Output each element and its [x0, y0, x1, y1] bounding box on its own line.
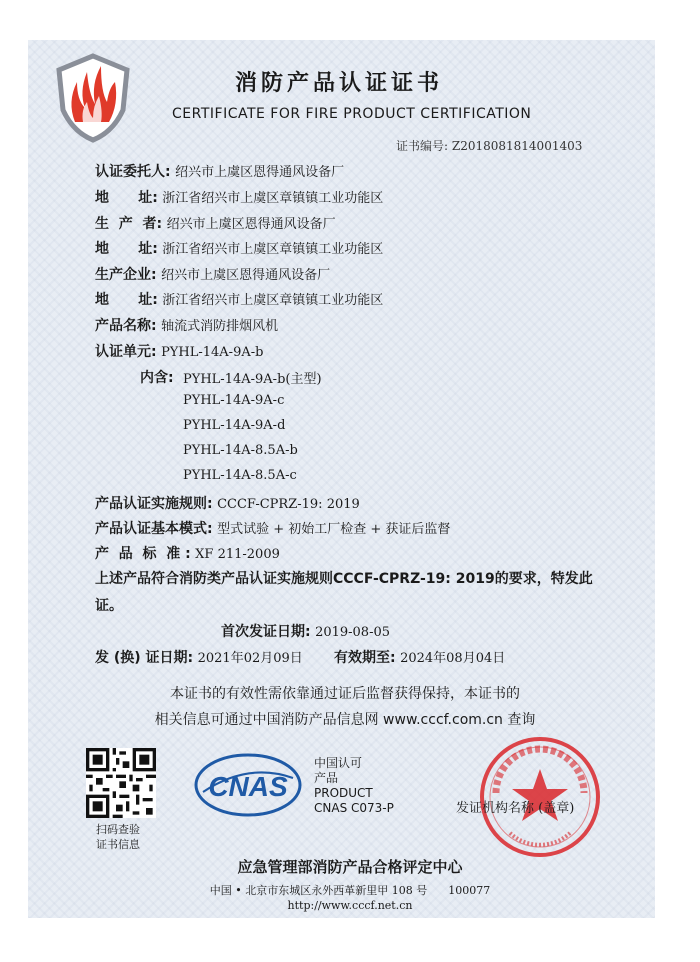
applicant-address-row [95, 187, 383, 207]
factory-address-label: 地 址: [95, 292, 158, 308]
issue-date [95, 647, 303, 667]
manufacturer-row [95, 213, 336, 233]
conformity-statement: 上述产品符合消防类产品认证实施规则CCCF-CPRZ-19: 2019的要求，特发此证。 [95, 571, 593, 614]
applicant-address-value: 浙江省绍兴市上虞区章镇镇工业功能区 [162, 191, 384, 206]
valid-value: 2024年08月04日 [400, 651, 506, 666]
contains-row [140, 367, 174, 387]
applicant-value: 绍兴市上虞区恩得通风设备厂 [175, 165, 345, 180]
factory-address-value: 浙江省绍兴市上虞区章镇镇工业功能区 [162, 293, 384, 308]
factory-row [95, 264, 330, 284]
contains-label: 内含: [140, 370, 174, 386]
contains-item: PYHL-14A-9A-b(主型) [183, 372, 322, 387]
manufacturer-address-value: 浙江省绍兴市上虞区章镇镇工业功能区 [162, 242, 384, 257]
mode-value: 型式试验 + 初始工厂检查 + 获证后监督 [217, 522, 451, 537]
cert-no-value: Z2018081814001403 [451, 139, 583, 153]
manufacturer-label: 生 产 者: [95, 216, 163, 232]
notice-line-1: 本证书的有效性需依靠通过证后监督获得保持，本证书的 [170, 686, 520, 702]
unit-label: 认证单元: [95, 344, 157, 360]
applicant-address-label: 地 址: [95, 190, 158, 206]
rule-value: CCCF-CPRZ-19: 2019 [217, 497, 360, 512]
factory-address-row [95, 289, 383, 309]
applicant-row [95, 161, 344, 181]
organization-address: 中国 • 北京市东城区永外西革新里甲 108 号 100077 [209, 884, 491, 897]
first-issue-label: 首次发证日期: [221, 624, 311, 640]
valid-until [334, 647, 505, 667]
first-issue-value: 2019-08-05 [315, 625, 391, 640]
qr-caption [96, 822, 140, 852]
qr-caption-line-2: 证书信息 [96, 838, 140, 851]
standard-row [95, 543, 280, 563]
certificate-title-cn: 消防产品认证证书 [235, 71, 444, 96]
standard-value: XF 211-2009 [195, 547, 280, 562]
qr-caption-line-1: 扫码查验 [96, 823, 140, 836]
certificate-title-en: CERTIFICATE FOR FIRE PRODUCT CERTIFICATION [172, 106, 532, 122]
cnas-logo [193, 752, 303, 818]
product-value: 轴流式消防排烟风机 [161, 319, 279, 334]
rule-label: 产品认证实施规则: [95, 496, 213, 512]
cnas-accreditation-text [314, 756, 394, 816]
factory-label: 生产企业: [95, 267, 157, 283]
contains-item: PYHL-14A-8.5A-c [183, 468, 297, 483]
cnas-line-2: 产品 [314, 771, 339, 785]
manufacturer-address-label: 地 址: [95, 241, 158, 257]
certificate-number [396, 137, 582, 154]
issuing-organization: 应急管理部消防产品合格评定中心 [237, 858, 463, 876]
factory-value: 绍兴市上虞区恩得通风设备厂 [161, 268, 331, 283]
manufacturer-address-row [95, 238, 383, 258]
issuer-label: 发证机构名称 (盖章) [456, 801, 575, 816]
first-issue-date [221, 621, 390, 641]
contains-item: PYHL-14A-9A-c [183, 393, 285, 408]
unit-row [95, 341, 263, 361]
product-row [95, 315, 278, 335]
contains-item: PYHL-14A-8.5A-b [183, 443, 298, 458]
mode-label: 产品认证基本模式: [95, 521, 213, 537]
issue-value: 2021年02月09日 [197, 651, 303, 666]
cnas-line-1: 中国认可 [314, 756, 363, 770]
cnas-line-4: CNAS C073-P [314, 801, 394, 815]
contains-item: PYHL-14A-9A-d [183, 418, 286, 433]
manufacturer-value: 绍兴市上虞区恩得通风设备厂 [166, 217, 336, 232]
cnas-line-3: PRODUCT [314, 786, 373, 800]
fire-shield-logo [53, 52, 133, 144]
rule-row [95, 493, 360, 513]
mode-row [95, 518, 450, 538]
notice-line-2: 相关信息可通过中国消防产品信息网 www.cccf.com.cn 查询 [154, 712, 536, 728]
product-label: 产品名称: [95, 318, 157, 334]
standard-label: 产 品 标 准 : [95, 546, 191, 562]
cert-no-label: 证书编号: [396, 139, 449, 153]
valid-label: 有效期至: [334, 650, 396, 666]
qr-code[interactable] [86, 748, 156, 818]
applicant-label: 认证委托人: [95, 164, 171, 180]
issue-label: 发 (换) 证日期: [95, 650, 194, 666]
organization-url[interactable]: http://www.cccf.net.cn [287, 899, 413, 912]
cnas-logo-text: CNAS [208, 771, 288, 802]
unit-value: PYHL-14A-9A-b [161, 345, 264, 360]
